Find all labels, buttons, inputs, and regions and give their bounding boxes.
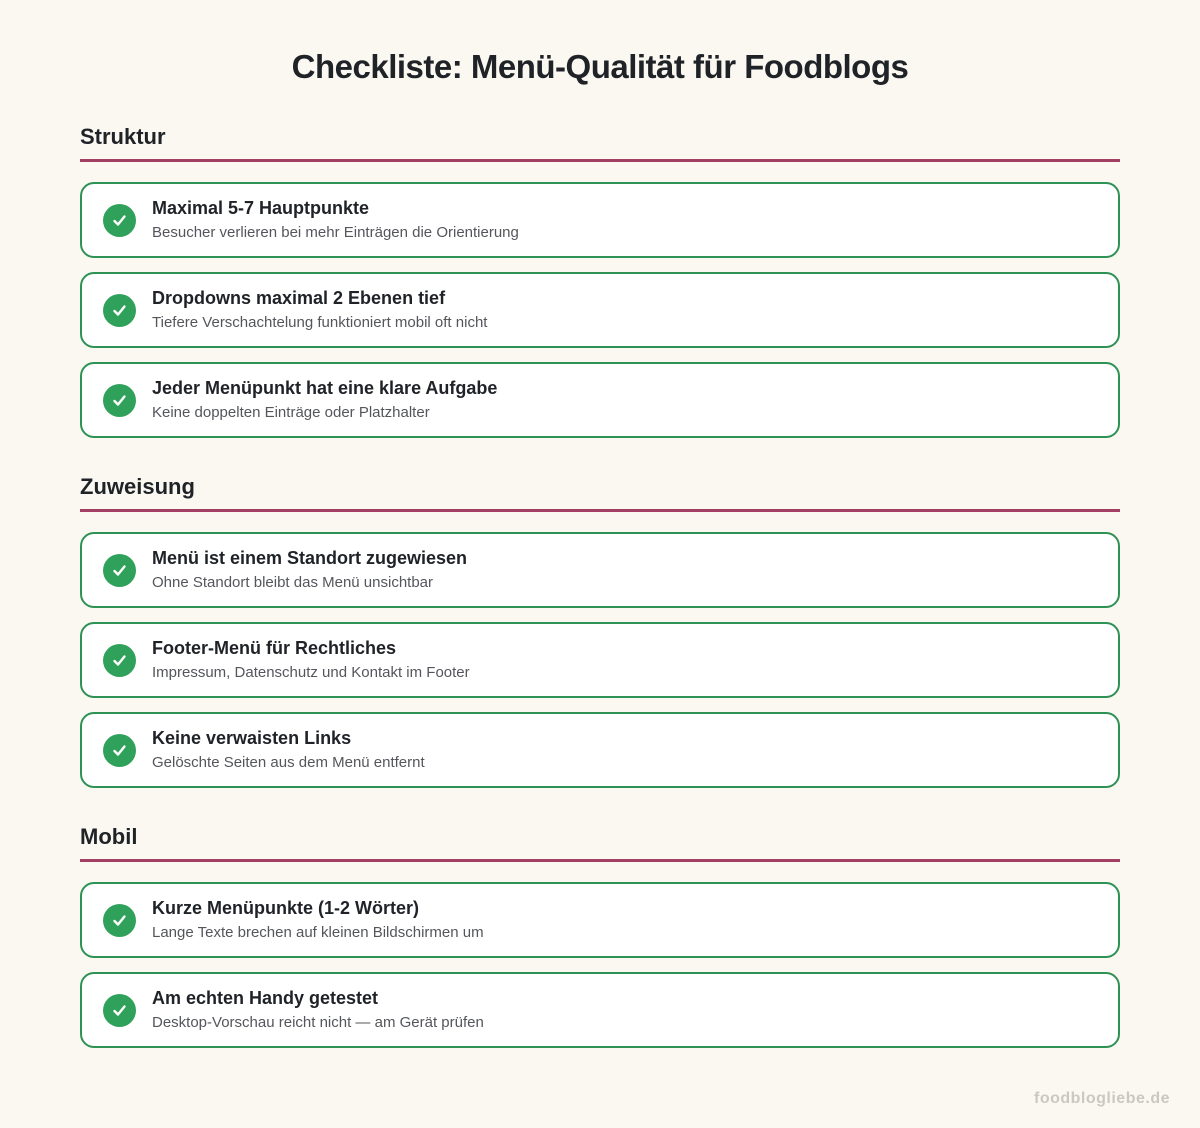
checklist-item-title: Jeder Menüpunkt hat eine klare Aufgabe [152, 378, 498, 399]
checklist-item-description: Ohne Standort bleibt das Menü unsichtbar [152, 573, 434, 591]
checklist-item-text [152, 728, 425, 772]
checklist-item [80, 182, 1120, 258]
section-mobil [80, 824, 1120, 1048]
checklist-item [80, 532, 1120, 608]
check-icon [103, 294, 136, 327]
card-list [80, 882, 1120, 1048]
checklist-item-text [152, 548, 467, 592]
checklist-container [80, 124, 1120, 1048]
check-icon [103, 554, 136, 587]
card-list [80, 182, 1120, 438]
checklist-item-text [152, 198, 519, 242]
card-list [80, 532, 1120, 788]
checklist-item [80, 272, 1120, 348]
checklist-item-description: Keine doppelten Einträge oder Platzhalter [152, 403, 430, 421]
check-icon [103, 204, 136, 237]
checklist-item [80, 712, 1120, 788]
checklist-item-title: Maximal 5-7 Hauptpunkte [152, 198, 370, 219]
checklist-item-title: Dropdowns maximal 2 Ebenen tief [152, 288, 446, 309]
checklist-item-description: Besucher verlieren bei mehr Einträgen die Orientierung [152, 223, 519, 241]
checklist-item-text [152, 378, 497, 422]
page-title: Checkliste: Menü-Qualität für Foodblogs [291, 48, 909, 85]
check-icon [103, 384, 136, 417]
section-zuweisung [80, 474, 1120, 788]
section-heading: Mobil [80, 824, 1120, 862]
checklist-item [80, 362, 1120, 438]
check-icon [103, 734, 136, 767]
checklist-item-description: Desktop-Vorschau reicht nicht — am Gerät prüfen [152, 1013, 484, 1031]
checklist-item-text [152, 638, 470, 682]
section-heading: Zuweisung [80, 474, 1120, 512]
checklist-item [80, 882, 1120, 958]
checklist-item-title: Menü ist einem Standort zugewiesen [152, 548, 468, 569]
checklist-item-title: Footer-Menü für Rechtliches [152, 638, 397, 659]
checklist-item-description: Lange Texte brechen auf kleinen Bildschirmen um [152, 923, 484, 941]
checklist-item-description: Impressum, Datenschutz und Kontakt im Footer [152, 663, 470, 681]
check-icon [103, 644, 136, 677]
checklist-item-text [152, 898, 484, 942]
checklist-item [80, 622, 1120, 698]
checklist-item-title: Kurze Menüpunkte (1-2 Wörter) [152, 898, 420, 919]
checklist-item [80, 972, 1120, 1048]
check-icon [103, 994, 136, 1027]
checklist-item-title: Keine verwaisten Links [152, 728, 352, 749]
section-struktur [80, 124, 1120, 438]
site-watermark: foodblogliebe.de [1034, 1090, 1170, 1107]
checklist-item-text [152, 288, 487, 332]
checklist-item-text [152, 988, 484, 1032]
check-icon [103, 904, 136, 937]
checklist-item-title: Am echten Handy getestet [152, 988, 379, 1009]
checklist-item-description: Tiefere Verschachtelung funktioniert mobil oft nicht [152, 313, 488, 331]
section-heading: Struktur [80, 124, 1120, 162]
checklist-item-description: Gelöschte Seiten aus dem Menü entfernt [152, 753, 425, 771]
